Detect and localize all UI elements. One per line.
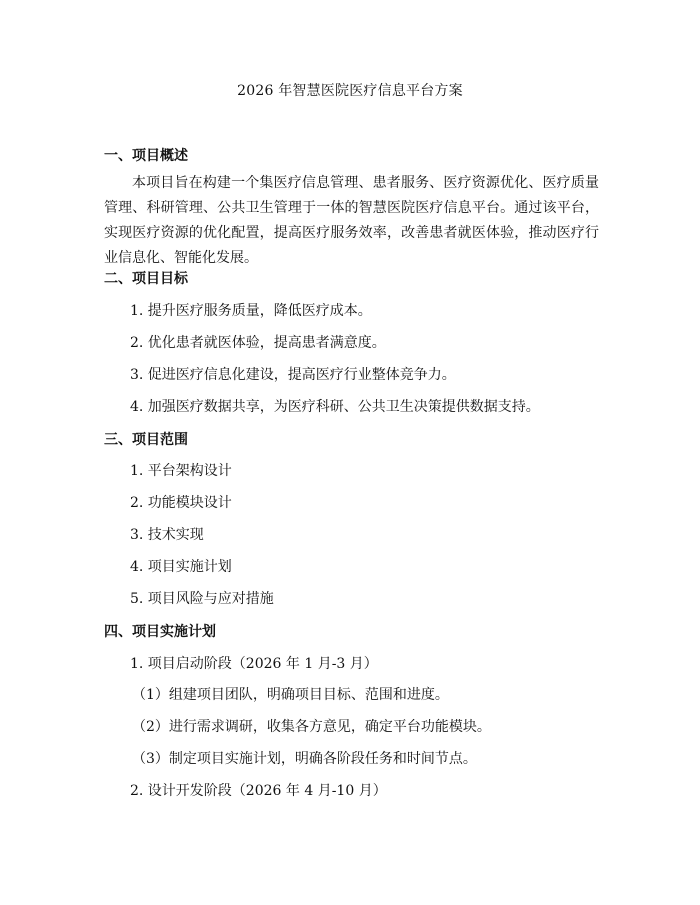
scope-item: 3. 技术实现 (130, 527, 204, 543)
plan-subitem: （3）制定项目实施计划，明确各阶段任务和时间节点。 (132, 751, 477, 767)
section-heading-goals: 二、项目目标 (104, 271, 188, 287)
scope-item: 4. 项目实施计划 (130, 559, 232, 575)
overview-paragraph: 本项目旨在构建一个集医疗信息管理、患者服务、医疗资源优化、医疗质量管理、科研管理、公共卫生管理于一体的智慧医院医疗信息平台。通过该平台，实现医疗资源的优化配置，提高医疗服务效率，改善患者就医体验，推动医疗行业信息化、智能化发展。 (104, 175, 599, 266)
section-heading-overview: 一、项目概述 (104, 148, 188, 164)
goal-item: 3. 促进医疗信息化建设，提高医疗行业整体竞争力。 (130, 367, 456, 383)
scope-item: 1. 平台架构设计 (130, 463, 232, 479)
plan-subitem: （2）进行需求调研，收集各方意见，确定平台功能模块。 (132, 719, 491, 735)
section-heading-scope: 三、项目范围 (104, 432, 188, 448)
goal-item: 1. 提升医疗服务质量，降低医疗成本。 (130, 303, 372, 319)
document-title: 2026 年智慧医院医疗信息平台方案 (237, 83, 463, 99)
goal-item: 2. 优化患者就医体验，提高患者满意度。 (130, 335, 386, 351)
scope-item: 5. 项目风险与应对措施 (130, 591, 274, 607)
plan-phase-item: 1. 项目启动阶段（2026 年 1 月-3 月） (130, 656, 378, 672)
section-heading-plan: 四、项目实施计划 (104, 624, 216, 640)
scope-item: 2. 功能模块设计 (130, 495, 232, 511)
plan-subitem: （1）组建项目团队，明确项目目标、范围和进度。 (132, 687, 449, 703)
goal-item: 4. 加强医疗数据共享，为医疗科研、公共卫生决策提供数据支持。 (130, 399, 540, 415)
plan-phase-item: 2. 设计开发阶段（2026 年 4 月-10 月） (130, 783, 387, 799)
